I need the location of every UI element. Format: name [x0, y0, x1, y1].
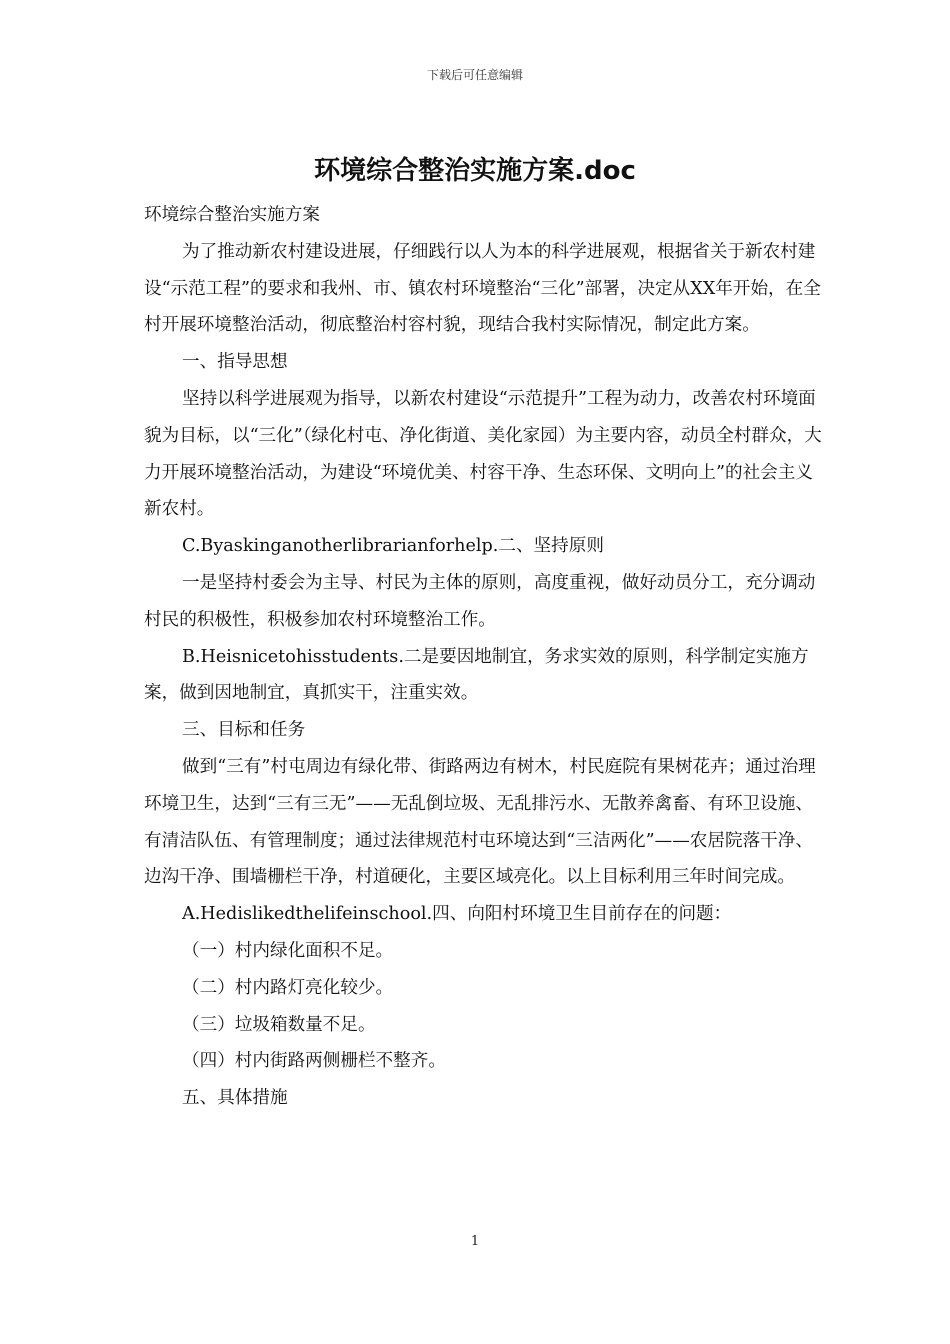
heading-goals-tasks: 三、目标和任务	[182, 720, 306, 741]
page-header-note: 下载后可任意编辑	[426, 68, 523, 82]
heading-guiding-ideology: 一、指导思想	[182, 352, 288, 373]
list-item-problem-4: （四）村内街路两侧栅栏不整齐。	[182, 1051, 446, 1072]
paragraph-goals-tasks: 做到“三有”村屯周边有绿化带、街路两边有树木，村民庭院有果树花卉；通过治理环境卫生，达到“三有三无”——无乱倒垃圾、无乱排污水、无散养禽畜、有环卫设施、有清洁队伍、有管理制度；通过法律规范村屯环境达到“三洁两化”——农居院落干净、边沟干净、围墙栅栏干净，村道硬化，主要区域亮化。以上目标利用三年时间完成。	[144, 756, 816, 888]
document-subtitle: 环境综合整治实施方案	[144, 205, 320, 225]
heading-principles: C.Byaskinganotherlibrarianforhelp.二、坚持原则	[182, 536, 604, 557]
paragraph-guiding-ideology: 坚持以科学进展观为指导，以新农村建设“示范提升”工程为动力，改善农村环境面貌为目标，以“三化”（绿化村屯、净化街道、美化家园）为主要内容，动员全村群众，大力开展环境整治活动，为建设“环境优美、村容干净、生态环保、文明向上”的社会主义新农村。	[144, 388, 822, 520]
page-number: 1	[470, 1234, 480, 1249]
list-item-problem-1: （一）村内绿化面积不足。	[182, 940, 394, 961]
list-item-problem-3: （三）垃圾箱数量不足。	[182, 1014, 376, 1035]
list-item-problem-2: （二）村内路灯亮化较少。	[182, 977, 394, 998]
paragraph-principle-two: B.Heisnicetohisstudents.二是要因地制宜，务求实效的原则，科学制定实施方案，做到因地制宜，真抓实干，注重实效。	[144, 646, 809, 704]
heading-existing-problems: A.Hedislikedthelifeinschool.四、向阳村环境卫生目前存在的问题：	[182, 904, 732, 925]
paragraph-intro: 为了推动新农村建设进展，仔细践行以人为本的科学进展观，根据省关于新农村建设“示范工程”的要求和我州、市、镇农村环境整治“三化”部署，决定从XX年开始，在全村开展环境整治活动，彻底整治村容村貌，现结合我村实际情况，制定此方案。	[144, 241, 821, 336]
document-title: 环境综合整治实施方案.doc	[314, 156, 636, 186]
document-body	[144, 197, 824, 1117]
paragraph-principle-one: 一是坚持村委会为主导、村民为主体的原则，高度重视，做好动员分工，充分调动村民的积极性，积极参加农村环境整治工作。	[144, 572, 816, 630]
heading-specific-measures: 五、具体措施	[182, 1088, 288, 1109]
